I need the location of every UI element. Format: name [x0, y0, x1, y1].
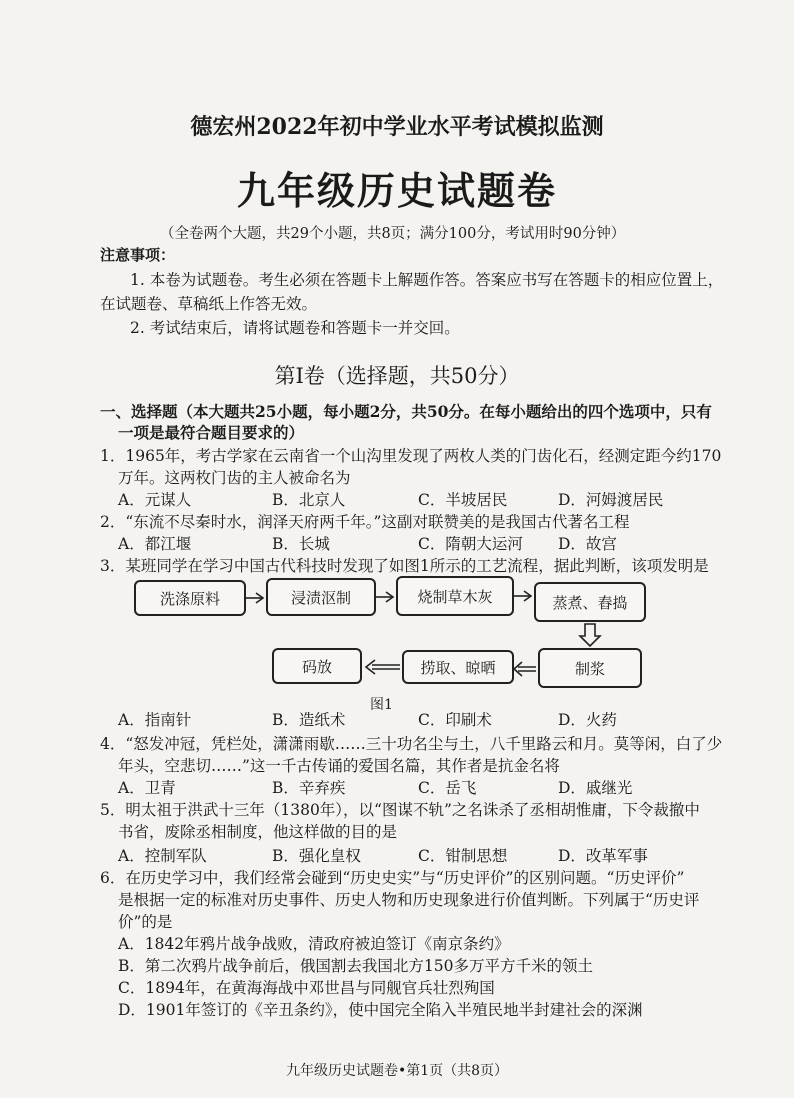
question-6-option-d: D．1901年签订的《辛丑条约》，使中国完全陷入半殖民地半封建社会的深渊	[118, 1001, 643, 1019]
question-3-option-b: B．造纸术	[272, 711, 346, 729]
flow-step-7: 码放	[272, 648, 362, 684]
section-instruction: 一、选择题（本大题共25小题，每小题2分，共50分。在每小题给出的四个选项中，只有	[100, 402, 712, 421]
flow-step-2: 浸渍沤制	[266, 578, 376, 616]
question-1-option-a: A．元谋人	[118, 491, 192, 509]
question-2-option-c: C．隋朝大运河	[418, 535, 523, 553]
notice-item-2: 2. 考试结束后，请将试题卷和答题卡一并交回。	[130, 319, 460, 337]
question-3-option-d: D．火药	[558, 711, 617, 729]
question-4-option-b: B．辛弃疾	[272, 779, 346, 797]
flow-arrow-3	[514, 591, 531, 601]
question-5-option-c: C．钳制思想	[418, 847, 508, 865]
question-2-option-a: A．都江堰	[118, 535, 192, 553]
question-5-option-a: A．控制军队	[118, 847, 207, 865]
question-5-stem: 5．明太祖于洪武十三年（1380年），以“图谋不轨”之名诛杀了丞相胡惟庸，下令裁撤中	[100, 801, 700, 819]
flow-arrow-5	[514, 662, 536, 676]
flow-step-4: 蒸煮、舂捣	[534, 582, 646, 622]
flow-step-5: 制浆	[538, 648, 642, 688]
flow-arrow-6	[366, 660, 400, 674]
question-3-stem: 3．某班同学在学习中国古代科技时发现了如图1所示的工艺流程，据此判断，该项发明是	[100, 557, 709, 575]
exam-subtitle: 德宏州2022年初中学业水平考试模拟监测	[190, 114, 604, 140]
question-6-stem: 6．在历史学习中，我们经常会碰到“历史史实”与“历史评价”的区别问题。“历史评价”	[100, 869, 685, 887]
exam-title: 九年级历史试题卷	[236, 168, 557, 213]
question-1-stem: 1．1965年，考古学家在云南省一个山沟里发现了两枚人类的门齿化石，经测定距今约170	[100, 447, 722, 465]
question-3-option-a: A．指南针	[118, 711, 192, 729]
question-5-option-b: B．强化皇权	[272, 847, 361, 865]
question-6-option-c: C．1894年，在黄海海战中邓世昌与同舰官兵壮烈殉国	[118, 979, 495, 997]
flow-arrow-4	[580, 624, 600, 646]
flow-step-6: 捞取、晾晒	[402, 650, 514, 684]
question-1-option-c: C．半坡居民	[418, 491, 508, 509]
question-2-option-d: D．故宫	[558, 535, 617, 553]
question-1-option-b: B．北京人	[272, 491, 346, 509]
question-5-stem-cont: 书省，废除丞相制度，他这样做的目的是	[118, 823, 398, 841]
question-6-option-a: A．1842年鸦片战争战败，清政府被迫签订《南京条约》	[118, 935, 510, 953]
question-1-stem-cont: 万年。这两枚门齿的主人被命名为	[118, 469, 351, 487]
flow-arrow-2	[376, 592, 393, 602]
question-4-stem: 4．“怒发冲冠，凭栏处，潇潇雨歇……三十功名尘与土，八千里路云和月。莫等闲，白了少	[100, 735, 723, 753]
question-3-option-c: C．印刷术	[418, 711, 492, 729]
question-4-option-a: A．卫青	[118, 779, 176, 797]
question-2-stem: 2．“东流不尽秦时水，润泽天府两千年。”这副对联赞美的是我国古代著名工程	[100, 513, 630, 531]
question-6-option-b: B．第二次鸦片战争前后，俄国割去我国北方150多万平方千米的领土	[118, 957, 593, 975]
flow-arrow-1	[246, 593, 263, 603]
notice-item-1: 1. 本卷为试题卷。考生必须在答题卡上解题作答。答案应书写在答题卡的相应位置上，	[130, 271, 724, 289]
question-6-stem-cont-2: 价”的是	[118, 913, 173, 931]
flow-step-1: 洗涤原料	[134, 580, 246, 616]
question-5-option-d: D．改革军事	[558, 847, 648, 865]
notice-item-1-cont: 在试题卷、草稿纸上作答无效。	[100, 295, 318, 313]
page-footer: 九年级历史试题卷•第1页（共8页）	[285, 1063, 509, 1079]
section-instruction-cont: 一项是最符合题目要求的）	[118, 423, 305, 442]
section-title: 第Ⅰ卷（选择题，共50分）	[274, 364, 520, 388]
question-4-option-c: C．岳飞	[418, 779, 477, 797]
question-4-stem-cont: 年头，空悲切……”这一千古传诵的爱国名篇，其作者是抗金名将	[118, 757, 560, 775]
question-1-option-d: D．河姆渡居民	[558, 491, 664, 509]
exam-scope: （全卷两个大题，共29个小题，共8页；满分100分，考试用时90分钟）	[160, 226, 626, 242]
question-4-option-d: D．戚继光	[558, 779, 633, 797]
flow-step-3: 烧制草木灰	[396, 576, 514, 616]
figure-caption: 图1	[370, 697, 393, 713]
notice-heading: 注意事项：	[100, 246, 176, 264]
question-2-option-b: B．长城	[272, 535, 330, 553]
question-6-stem-cont-1: 是根据一定的标准对历史事件、历史人物和历史现象进行价值判断。下列属于“历史评	[118, 891, 700, 909]
